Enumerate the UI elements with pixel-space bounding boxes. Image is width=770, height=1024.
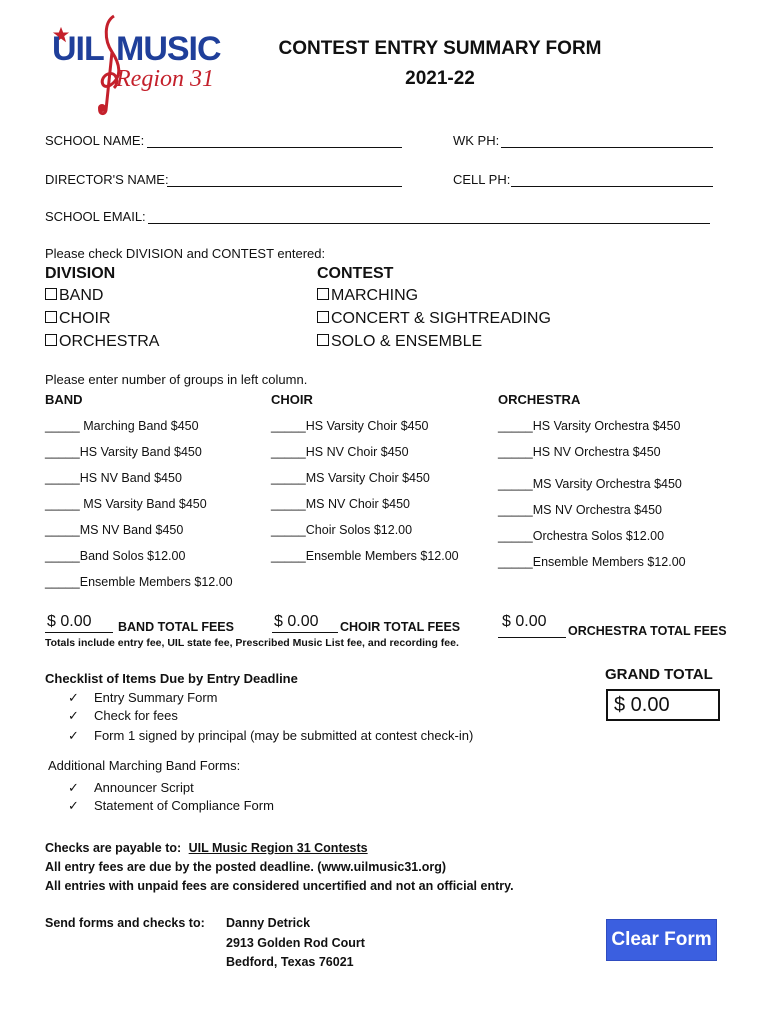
checkbox[interactable] [45, 288, 57, 300]
school-email-field[interactable] [148, 223, 710, 224]
orchestra-item-ensemble[interactable]: _____Ensemble Members $12.00 [498, 555, 686, 569]
checkbox[interactable] [317, 334, 329, 346]
form-title: CONTEST ENTRY SUMMARY FORM [278, 38, 602, 59]
checkbox[interactable] [317, 311, 329, 323]
checklist-item: ✓ Entry Summary Form [68, 690, 218, 705]
school-name-label: SCHOOL NAME: [45, 133, 145, 148]
unpaid-note: All entries with unpaid fees are considered uncertified and not an official entry. [45, 879, 514, 893]
orchestra-item-ms-varsity[interactable]: _____MS Varsity Orchestra $450 [498, 477, 682, 491]
form-year: 2021-22 [405, 68, 475, 89]
choir-item-ms-varsity[interactable]: _____MS Varsity Choir $450 [271, 471, 430, 485]
checklist-item: ✓ Check for fees [68, 708, 178, 723]
division-option-orchestra[interactable]: ORCHESTRA [45, 333, 159, 351]
band-item-marching[interactable]: _____ Marching Band $450 [45, 419, 199, 433]
band-heading: BAND [45, 392, 83, 407]
grand-total-label: GRAND TOTAL [605, 666, 713, 683]
due-note: All entry fees are due by the posted deadline. (www.uilmusic31.org) [45, 860, 447, 874]
checklist-item: ✓ Form 1 signed by principal (may be submitted at contest check-in) [68, 728, 474, 743]
checkmark-icon: ✓ [68, 728, 79, 743]
choir-total-line [272, 632, 338, 633]
band-item-ms-varsity[interactable]: _____ MS Varsity Band $450 [45, 497, 207, 511]
checks-payable: Checks are payable to: UIL Music Region 31 Contests [45, 841, 368, 855]
division-option-choir[interactable]: CHOIR [45, 310, 111, 328]
payee: UIL Music Region 31 Contests [188, 841, 368, 855]
clear-form-button[interactable]: Clear Form [606, 919, 717, 961]
choir-total-value[interactable]: $ 0.00 [274, 613, 319, 630]
contest-option-marching[interactable]: MARCHING [317, 287, 418, 305]
contest-option-concert[interactable]: CONCERT & SIGHTREADING [317, 310, 551, 328]
choir-item-solos[interactable]: _____Choir Solos $12.00 [271, 523, 413, 537]
band-item-ensemble[interactable]: _____Ensemble Members $12.00 [45, 575, 233, 589]
grand-total-value[interactable]: $ 0.00 [606, 689, 720, 721]
band-item-solos[interactable]: _____Band Solos $12.00 [45, 549, 186, 563]
wk-ph-field[interactable] [501, 147, 713, 148]
send-street: 2913 Golden Rod Court [226, 936, 365, 950]
orchestra-item-hs-varsity[interactable]: _____HS Varsity Orchestra $450 [498, 419, 681, 433]
orchestra-item-hs-nv[interactable]: _____HS NV Orchestra $450 [498, 445, 661, 459]
band-item-hs-nv[interactable]: _____HS NV Band $450 [45, 471, 182, 485]
school-email-label: SCHOOL EMAIL: [45, 209, 146, 224]
checkmark-icon: ✓ [68, 708, 79, 723]
orchestra-item-solos[interactable]: _____Orchestra Solos $12.00 [498, 529, 665, 543]
checkmark-icon: ✓ [68, 690, 79, 705]
orchestra-item-ms-nv[interactable]: _____MS NV Orchestra $450 [498, 503, 662, 517]
marching-form-item: ✓ Statement of Compliance Form [68, 798, 274, 813]
choir-heading: CHOIR [271, 392, 313, 407]
checkmark-icon: ✓ [68, 798, 79, 813]
logo-music-text: MUSIC [116, 30, 221, 68]
checklist-heading: Checklist of Items Due by Entry Deadline [45, 671, 298, 686]
choir-item-hs-nv[interactable]: _____HS NV Choir $450 [271, 445, 409, 459]
choir-total-label: CHOIR TOTAL FEES [340, 620, 461, 634]
orchestra-heading: ORCHESTRA [498, 392, 581, 407]
band-item-hs-varsity[interactable]: _____HS Varsity Band $450 [45, 445, 202, 459]
orchestra-total-label: ORCHESTRA TOTAL FEES [568, 624, 727, 638]
wk-ph-label: WK PH: [453, 133, 500, 148]
send-name: Danny Detrick [226, 916, 311, 930]
band-total-label: BAND TOTAL FEES [118, 620, 234, 634]
contest-option-solo-ensemble[interactable]: SOLO & ENSEMBLE [317, 333, 482, 351]
division-option-band[interactable]: BAND [45, 287, 103, 305]
band-total-line [45, 632, 113, 633]
send-label: Send forms and checks to: [45, 916, 205, 930]
choir-item-hs-varsity[interactable]: _____HS Varsity Choir $450 [271, 419, 429, 433]
marching-forms-heading: Additional Marching Band Forms: [48, 758, 241, 773]
directors-name-field[interactable] [167, 186, 402, 187]
division-heading: DIVISION [45, 265, 116, 282]
totals-note: Totals include entry fee, UIL state fee, Prescribed Music List fee, and recording fee. [45, 637, 459, 649]
checkbox[interactable] [45, 311, 57, 323]
band-item-ms-nv[interactable]: _____MS NV Band $450 [45, 523, 184, 537]
checkbox[interactable] [317, 288, 329, 300]
division-prompt: Please check DIVISION and CONTEST entered: [45, 246, 326, 261]
groups-prompt: Please enter number of groups in left column. [45, 372, 308, 387]
contest-heading: CONTEST [317, 265, 394, 282]
checkbox[interactable] [45, 334, 57, 346]
send-city: Bedford, Texas 76021 [226, 955, 354, 969]
logo-region-text: Region 31 [116, 66, 214, 92]
checkmark-icon: ✓ [68, 780, 79, 795]
band-total-value[interactable]: $ 0.00 [47, 613, 92, 630]
choir-item-ensemble[interactable]: _____Ensemble Members $12.00 [271, 549, 459, 563]
choir-item-ms-nv[interactable]: _____MS NV Choir $450 [271, 497, 410, 511]
school-name-field[interactable] [147, 147, 402, 148]
cell-ph-label: CELL PH: [453, 172, 511, 187]
orchestra-total-value[interactable]: $ 0.00 [502, 613, 547, 630]
cell-ph-field[interactable] [511, 186, 713, 187]
directors-name-label: DIRECTOR'S NAME: [45, 172, 169, 187]
logo-uil-text: UIL [52, 30, 104, 68]
orchestra-total-line [498, 637, 566, 638]
marching-form-item: ✓ Announcer Script [68, 780, 194, 795]
